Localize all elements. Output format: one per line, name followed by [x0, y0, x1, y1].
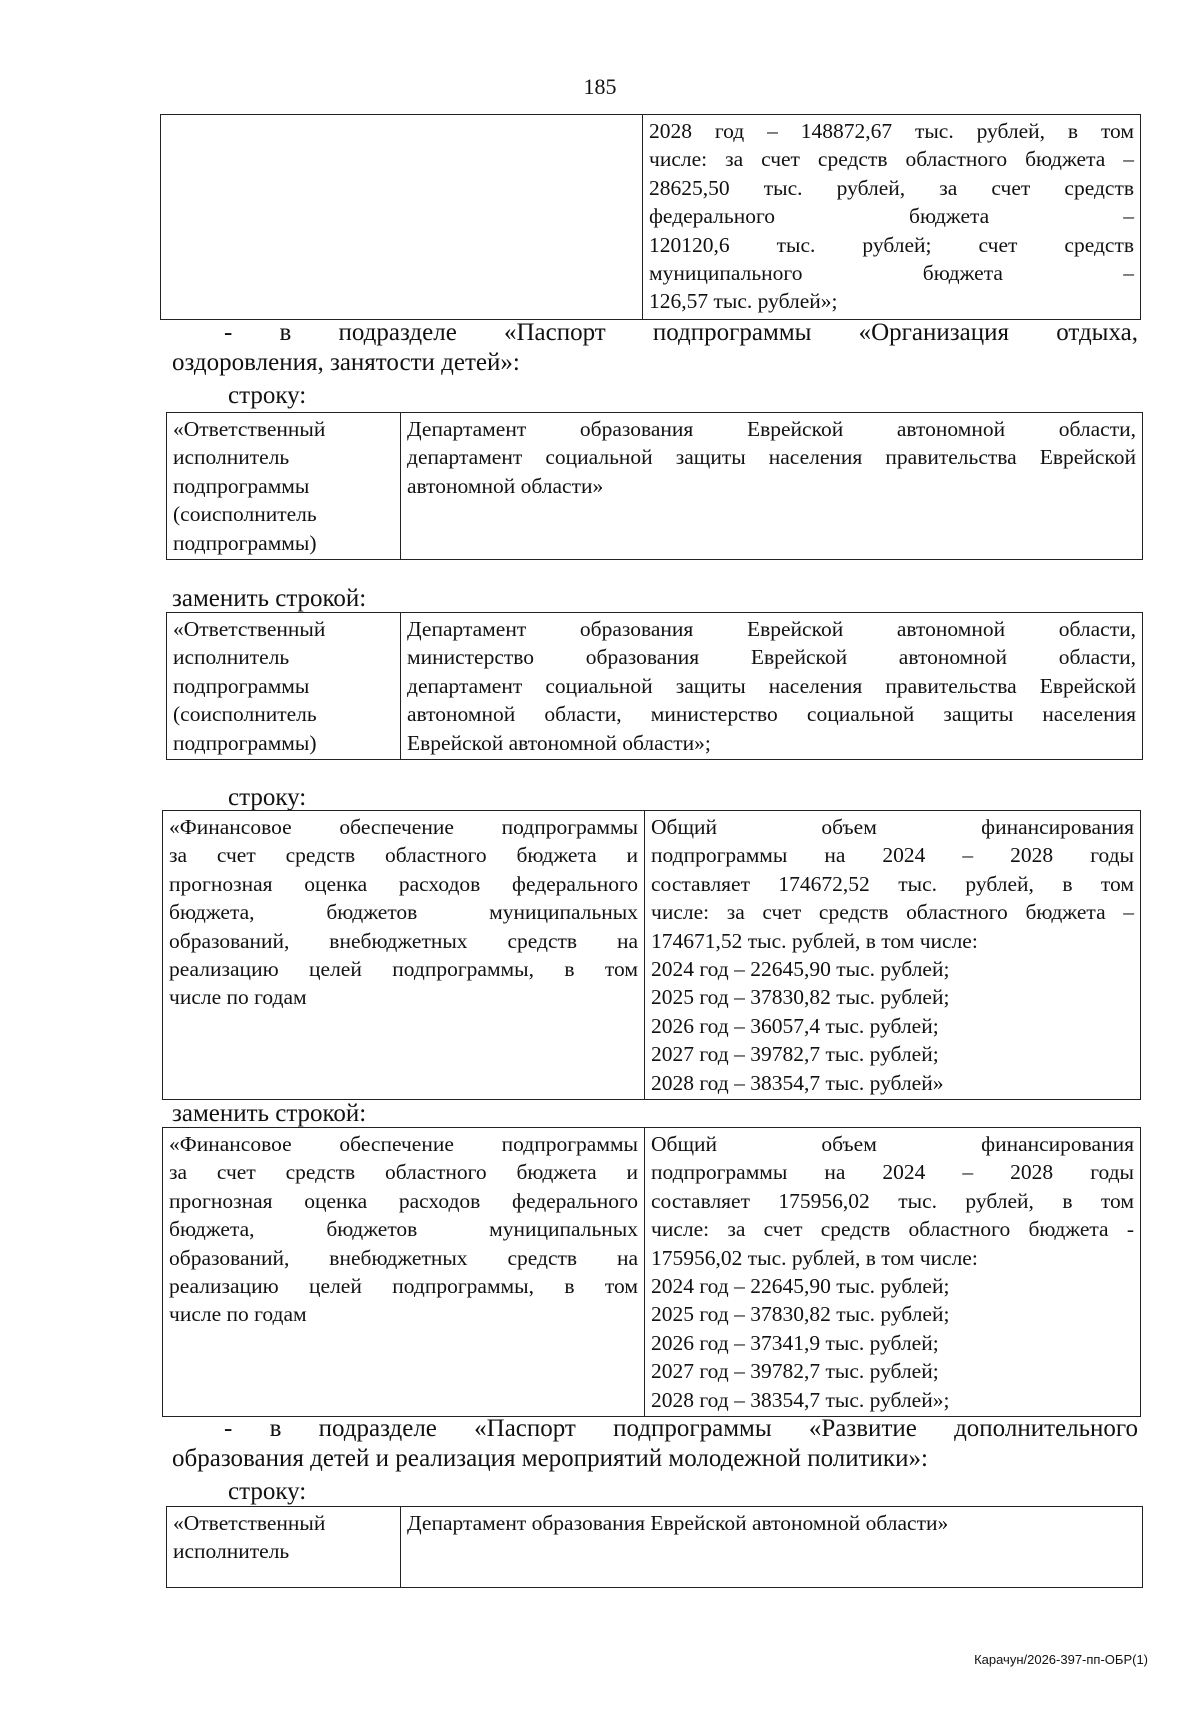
table-funding-2028-continuation [160, 114, 1141, 320]
label-row: строку: [228, 784, 307, 811]
label-row: строку: [228, 382, 307, 409]
text-line: 2027 год – 39782,7 тыс. рублей; [651, 1359, 939, 1384]
text-line: за счет средств областного бюджета и [169, 1160, 638, 1185]
text-line: Департамент образования Еврейской автономной области, [407, 617, 1136, 641]
text-line: образований, внебюджетных средств на [169, 1245, 638, 1270]
text-line: 2025 год – 37830,82 тыс. рублей; [651, 1302, 950, 1327]
text-line: 2026 год – 37341,9 тыс. рублей; [651, 1330, 939, 1355]
responsible-label-cell [167, 1507, 401, 1588]
text-line: прогнозная оценка расходов федерального [169, 871, 638, 896]
text-line: министерство образования Еврейской автономной области, [407, 645, 1136, 670]
text-line: подпрограммы) [173, 730, 317, 755]
text-line: 174671,52 тыс. рублей, в том числе: [651, 928, 978, 953]
text-line: подпрограммы на 2024 – 2028 годы [651, 1160, 1134, 1185]
text-line: исполнитель [173, 445, 290, 470]
text-line: Общий объем финансирования [651, 815, 1134, 839]
text-line: «Финансовое обеспечение подпрограммы [169, 1132, 638, 1156]
text-line: бюджета, бюджетов муниципальных [169, 900, 638, 925]
table-financing-old [162, 810, 1141, 1100]
text-line: 2028 год – 148872,67 тыс. рублей, в том [649, 119, 1134, 143]
text-line: 2027 год – 39782,7 тыс. рублей; [651, 1042, 939, 1067]
financing-label-cell [163, 1128, 645, 1417]
text-line: Общий объем финансирования [651, 1132, 1134, 1156]
section-heading-2-cont: образования детей и реализация мероприятий молодежной политики»: [172, 1445, 928, 1472]
section-heading-1 [172, 318, 1138, 348]
table-responsible-new [166, 612, 1143, 760]
text-line: бюджета, бюджетов муниципальных [169, 1217, 638, 1242]
text-line: числе по годам [169, 1302, 307, 1327]
responsible-label-cell [167, 613, 401, 760]
text-line: 2026 год – 36057,4 тыс. рублей; [651, 1013, 939, 1038]
text-line: 2028 год – 38354,7 тыс. рублей»; [651, 1387, 950, 1412]
text-line: 120120,6 тыс. рублей; счет средств [649, 232, 1134, 257]
text-line: муниципального бюджета – [649, 261, 1134, 286]
text-line: числе по годам [169, 985, 307, 1010]
text-line: подпрограммы [173, 673, 310, 698]
financing-label-cell [163, 811, 645, 1100]
text-line: подпрограммы [173, 473, 310, 498]
funding-2028-cell [643, 115, 1141, 320]
section-heading-2 [172, 1414, 1138, 1444]
responsible-value-cell [401, 1507, 1143, 1588]
text-line: 2028 год – 38354,7 тыс. рублей» [651, 1070, 944, 1095]
label-row: строку: [228, 1478, 307, 1505]
text-line: исполнитель [173, 1539, 290, 1564]
label-replace: заменить строкой: [172, 585, 367, 612]
section-line: - в подразделе «Паспорт подпрограммы «Организация отдыха, [224, 319, 1138, 346]
text-line: (соисполнитель [173, 702, 317, 727]
text-line: департамент социальной защиты населения правительства Еврейской [407, 445, 1136, 470]
label-replace: заменить строкой: [172, 1100, 367, 1127]
responsible-label-cell [167, 413, 401, 560]
text-line: составляет 174672,52 тыс. рублей, в том [651, 871, 1134, 896]
document-code: Карачун/2026-397-пп-ОБР(1) [974, 1652, 1148, 1667]
empty-cell [161, 115, 643, 320]
text-line: автономной области» [407, 473, 604, 498]
text-line: составляет 175956,02 тыс. рублей, в том [651, 1188, 1134, 1213]
section-heading-1-cont: оздоровления, занятости детей»: [172, 349, 520, 376]
text-line: «Финансовое обеспечение подпрограммы [169, 815, 638, 839]
text-line: числе: за счет средств областного бюджета – [649, 147, 1134, 172]
text-line: исполнитель [173, 645, 290, 670]
financing-value-cell [645, 1128, 1141, 1417]
text-line: за счет средств областного бюджета и [169, 843, 638, 868]
text-line: «Ответственный [173, 417, 326, 441]
text-line: подпрограммы) [173, 530, 317, 555]
text-line: 126,57 тыс. рублей»; [649, 289, 838, 314]
text-line: Еврейской автономной области»; [407, 730, 711, 755]
table-responsible-additional-ed [166, 1506, 1143, 1588]
table-financing-new [162, 1127, 1141, 1417]
text-line: прогнозная оценка расходов федерального [169, 1188, 638, 1213]
text-line: подпрограммы на 2024 – 2028 годы [651, 843, 1134, 868]
text-line: (соисполнитель [173, 502, 317, 527]
text-line: 175956,02 тыс. рублей, в том числе: [651, 1245, 978, 1270]
text-line: Департамент образования Еврейской автономной области, [407, 417, 1136, 441]
text-line: числе: за счет средств областного бюджета – [651, 900, 1134, 925]
responsible-value-cell [401, 413, 1143, 560]
text-line: 28625,50 тыс. рублей, за счет средств [649, 175, 1134, 200]
text-line: 2025 год – 37830,82 тыс. рублей; [651, 985, 950, 1010]
financing-value-cell [645, 811, 1141, 1100]
text-line: автономной области, министерство социальной защиты населения [407, 702, 1136, 727]
responsible-value-cell [401, 613, 1143, 760]
text-line: реализацию целей подпрограммы, в том [169, 1274, 638, 1299]
table-responsible-old [166, 412, 1143, 560]
text-line: Департамент образования Еврейской автономной области» [407, 1511, 949, 1535]
text-line: 2024 год – 22645,90 тыс. рублей; [651, 1274, 950, 1299]
section-line: - в подразделе «Паспорт подпрограммы «Развитие дополнительного [224, 1415, 1138, 1442]
text-line: «Ответственный [173, 617, 326, 641]
text-line: реализацию целей подпрограммы, в том [169, 957, 638, 982]
page-number: 185 [583, 74, 617, 99]
text-line: 2024 год – 22645,90 тыс. рублей; [651, 957, 950, 982]
text-line: «Ответственный [173, 1511, 326, 1535]
text-line: числе: за счет средств областного бюджета - [651, 1217, 1134, 1242]
text-line: департамент социальной защиты населения правительства Еврейской [407, 673, 1136, 698]
text-line: федерального бюджета – [649, 204, 1134, 229]
text-line: образований, внебюджетных средств на [169, 928, 638, 953]
